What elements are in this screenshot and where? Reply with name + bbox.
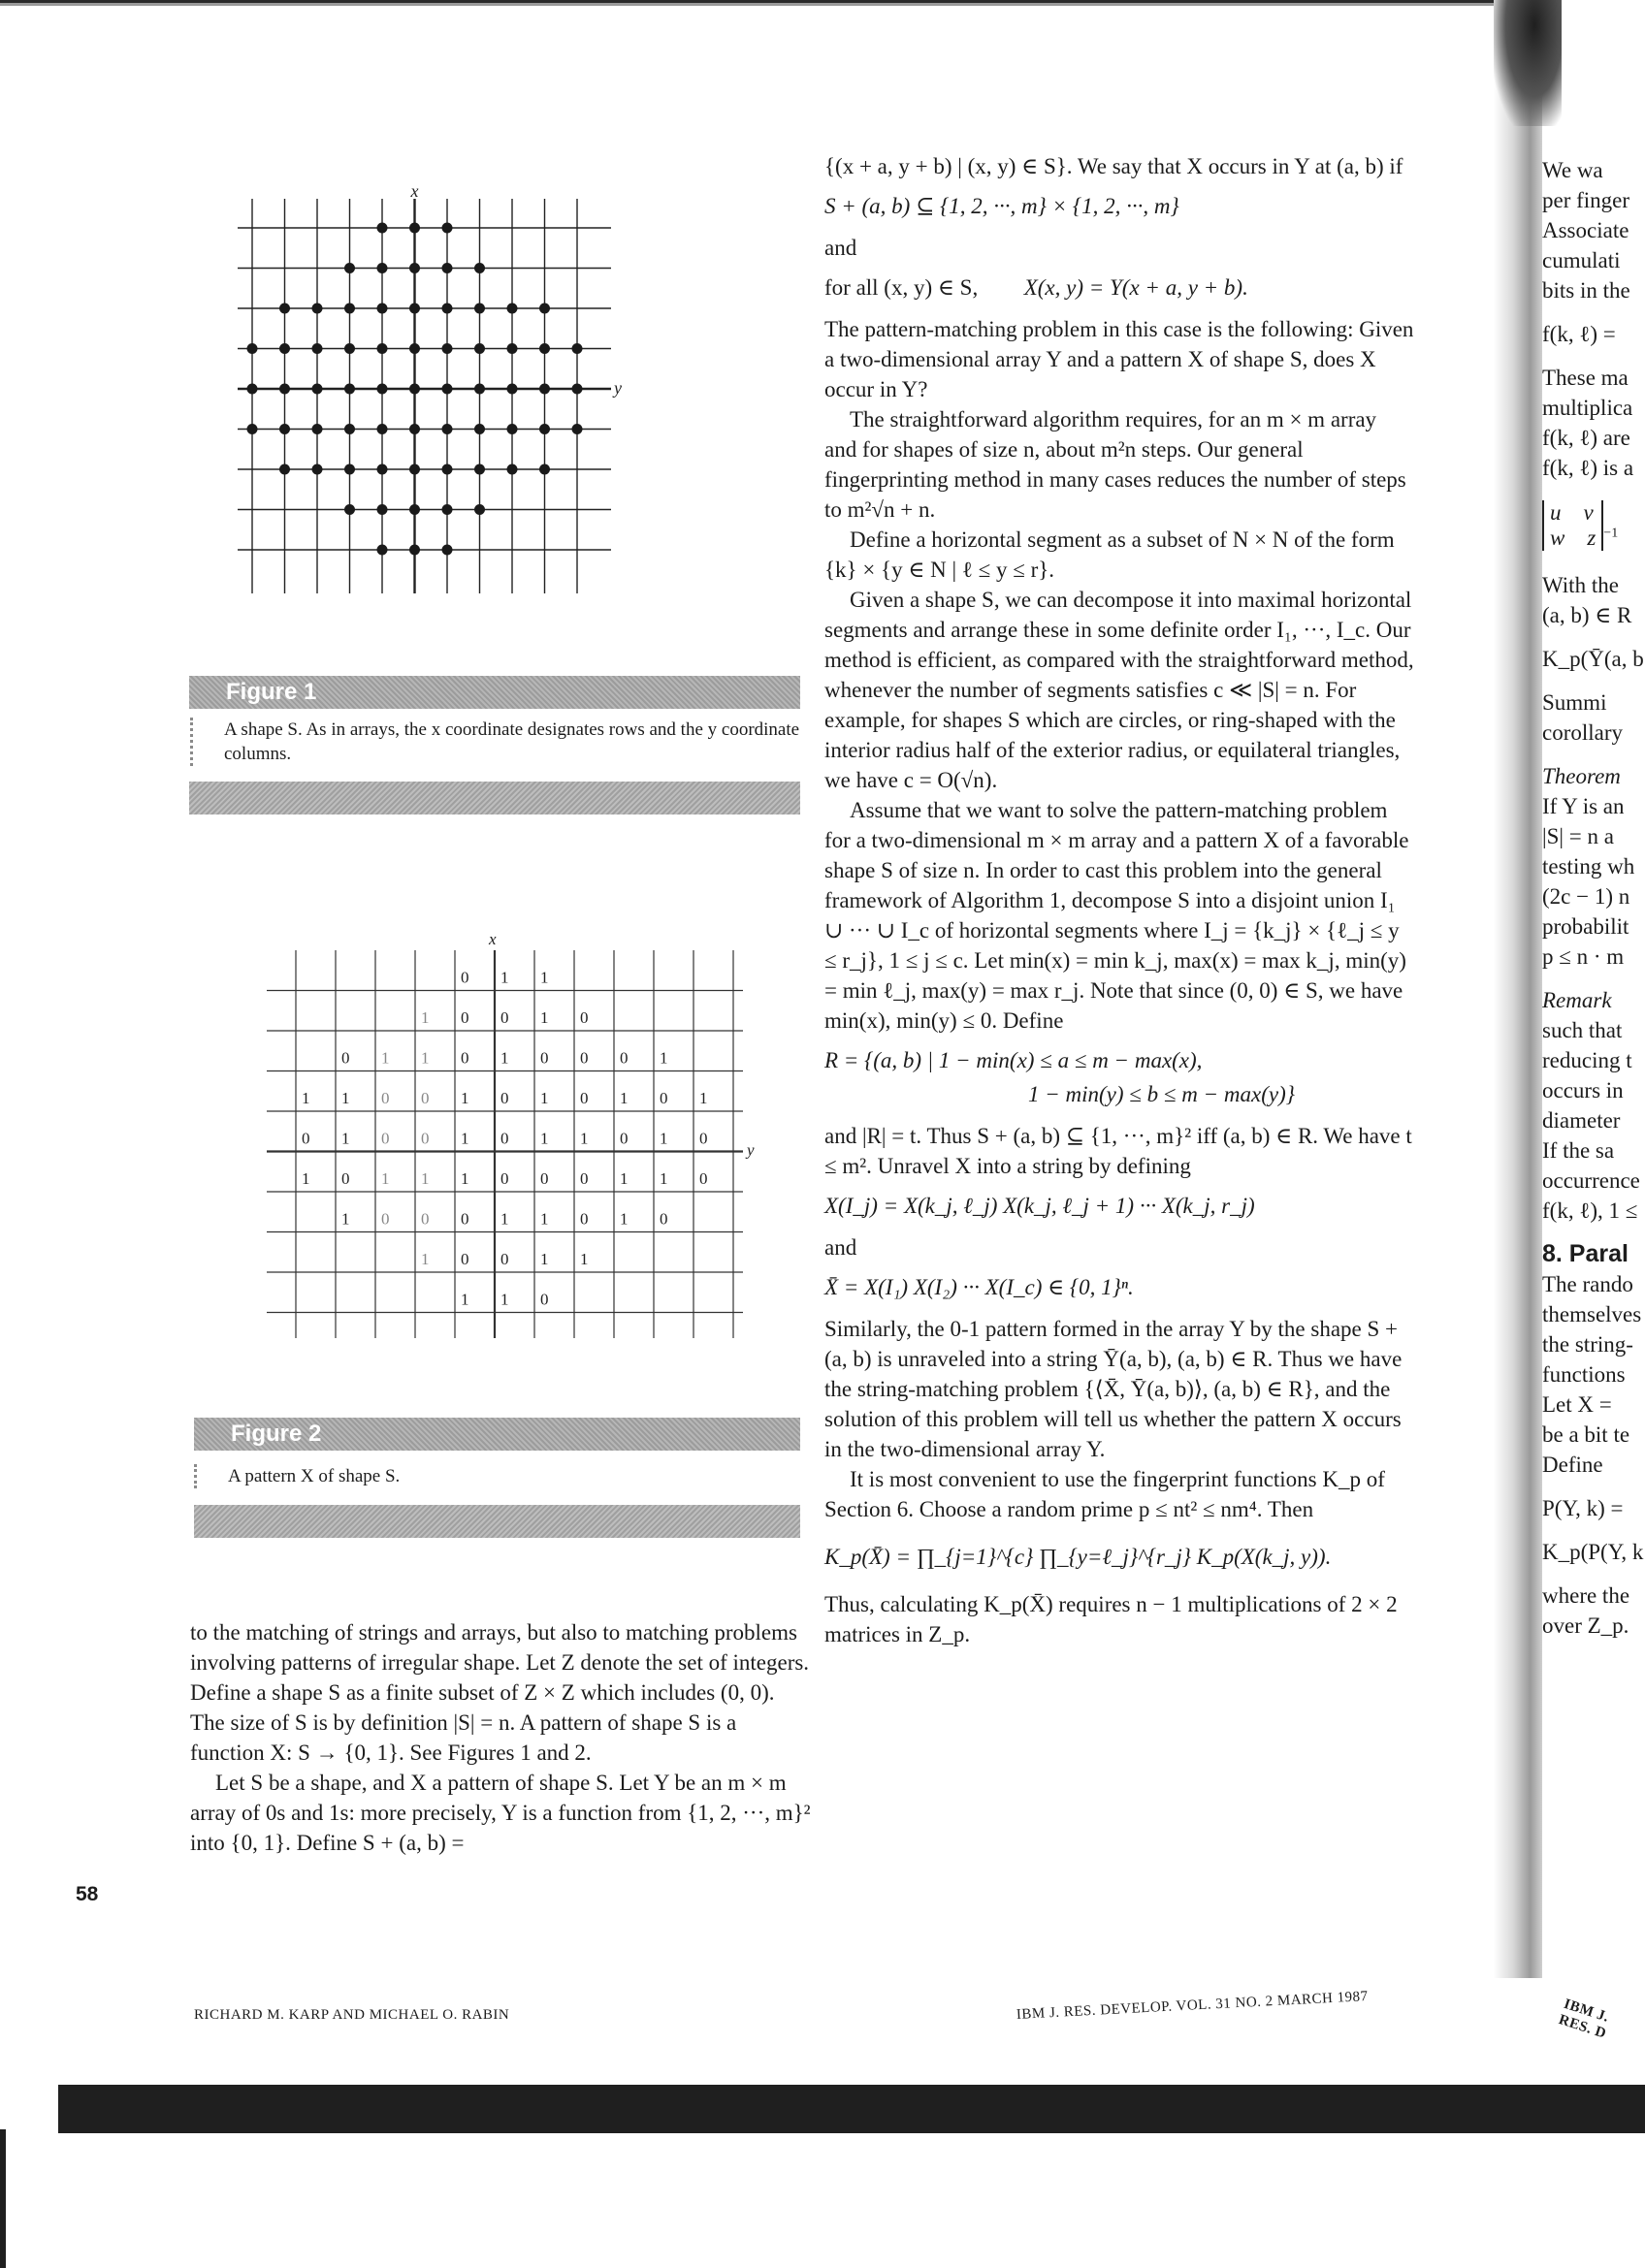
text-line: probabilit bbox=[1542, 914, 1629, 939]
pattern-bit: 0 bbox=[500, 1250, 509, 1268]
text-line: K_p(P(Y, k bbox=[1542, 1540, 1644, 1564]
pattern-bit: 1 bbox=[421, 1169, 430, 1188]
text-line: functions bbox=[1542, 1362, 1626, 1387]
book-spine-shadow-top bbox=[1494, 0, 1562, 126]
equation: R = {(a, b) | 1 − min(x) ≤ a ≤ m − max(x), bbox=[824, 1048, 1203, 1072]
figure-2-caption-text: A pattern X of shape S. bbox=[228, 1466, 401, 1486]
shape-point bbox=[507, 424, 518, 434]
inverse-matrix bbox=[1542, 500, 1645, 553]
pattern-bit: 0 bbox=[421, 1129, 430, 1148]
text-line: If the sa bbox=[1542, 1138, 1615, 1163]
shape-point bbox=[279, 343, 290, 354]
pattern-bit: 0 bbox=[381, 1089, 390, 1107]
text-line bbox=[1542, 972, 1645, 985]
shape-point bbox=[279, 464, 290, 475]
shape-point bbox=[279, 424, 290, 434]
pattern-bit: 0 bbox=[620, 1129, 629, 1148]
page-number: 58 bbox=[76, 1883, 99, 1905]
book-spine-shadow bbox=[1494, 0, 1542, 1978]
pattern-bit: 1 bbox=[461, 1169, 469, 1188]
equation: K_p(X̄) = ∏_{j=1}^{c} ∏_{y=ℓ_j}^{r_j} K_p(X(k_j, y)). bbox=[824, 1545, 1332, 1569]
text-line: Define bbox=[1542, 1453, 1603, 1477]
text-line: P(Y, k) = bbox=[1542, 1496, 1624, 1520]
shape-point bbox=[507, 464, 518, 475]
pattern-bit: 0 bbox=[580, 1169, 589, 1188]
pattern-bit: 1 bbox=[500, 1209, 509, 1229]
footer-next-page-journal: IBM J. RES. D bbox=[1557, 1996, 1611, 2042]
pattern-bit: 1 bbox=[381, 1048, 390, 1068]
shape-point bbox=[442, 424, 453, 434]
equation: S + (a, b) ⊆ {1, 2, ···, m} × {1, 2, ···, m} bbox=[824, 194, 1179, 218]
figure-1-label bbox=[189, 676, 800, 709]
matrix-exponent: −1 bbox=[1603, 526, 1619, 541]
figure-2 bbox=[262, 921, 766, 1338]
text-line bbox=[1542, 305, 1645, 319]
pattern-bit: 0 bbox=[461, 1048, 469, 1068]
text-line: If Y is an bbox=[1542, 794, 1625, 818]
figure-1 bbox=[233, 184, 776, 630]
shape-point bbox=[539, 343, 550, 354]
pattern-bit: 1 bbox=[540, 1089, 549, 1107]
pattern-bit: 1 bbox=[461, 1290, 469, 1309]
text-line: occurrence bbox=[1542, 1168, 1640, 1193]
shape-point bbox=[312, 424, 323, 434]
text-line: bits in the bbox=[1542, 278, 1630, 303]
shape-point bbox=[409, 303, 420, 314]
shape-point bbox=[507, 343, 518, 354]
text-line: occurs in bbox=[1542, 1078, 1624, 1102]
pattern-bit: 1 bbox=[540, 968, 549, 987]
pattern-bit: 1 bbox=[620, 1209, 629, 1229]
axis-label-x: x bbox=[410, 184, 419, 201]
text-line bbox=[1542, 483, 1645, 496]
shape-point bbox=[409, 424, 420, 434]
shape-point bbox=[409, 464, 420, 475]
scan-edge bbox=[0, 2129, 6, 2268]
pattern-bit: 0 bbox=[302, 1129, 310, 1148]
shape-point bbox=[344, 303, 355, 314]
figure-2-label bbox=[194, 1418, 800, 1451]
shape-point bbox=[474, 384, 485, 395]
pattern-bit: 0 bbox=[461, 1209, 469, 1229]
shape-point bbox=[474, 343, 485, 354]
text-line: corollary bbox=[1542, 720, 1624, 745]
text-line: We wa bbox=[1542, 158, 1603, 182]
paragraph: Thus, calculating K_p(X̄) requires n − 1 multiplications of 2 × 2 matrices in Z_p. bbox=[824, 1592, 1398, 1646]
pattern-bit: 0 bbox=[540, 1169, 549, 1188]
text-line bbox=[1542, 748, 1645, 761]
text-line bbox=[1542, 1523, 1645, 1537]
shape-point bbox=[442, 263, 453, 273]
shape-point bbox=[442, 384, 453, 395]
footer-journal: IBM J. RES. DEVELOP. VOL. 31 NO. 2 MARCH 1987 bbox=[1016, 1989, 1369, 2023]
pattern-bit: 0 bbox=[500, 1089, 509, 1107]
text-line: p ≤ n · m bbox=[1542, 944, 1625, 969]
text-line: f(k, ℓ) is a bbox=[1542, 456, 1634, 480]
pattern-bit: 0 bbox=[500, 1129, 509, 1148]
text-line bbox=[1542, 1567, 1645, 1581]
shape-point bbox=[409, 545, 420, 556]
shape-point bbox=[474, 424, 485, 434]
pattern-bit: 1 bbox=[341, 1129, 350, 1148]
figure-1-bottom-band bbox=[189, 782, 800, 815]
shape-point bbox=[442, 545, 453, 556]
matrix-bracket bbox=[1542, 500, 1603, 551]
paragraph: Define a horizontal segment as a subset of N × N of the form {k} × {y ∈ N | ℓ ≤ y ≤ r}. bbox=[824, 527, 1395, 582]
shape-point bbox=[442, 303, 453, 314]
shape-point bbox=[344, 504, 355, 515]
pattern-bit: 1 bbox=[540, 1129, 549, 1148]
text-line bbox=[1542, 1226, 1645, 1239]
pattern-bit: 0 bbox=[461, 1250, 469, 1268]
figure-2-bottom-band bbox=[194, 1505, 800, 1538]
shape-point bbox=[312, 303, 323, 314]
text-line: These ma bbox=[1542, 366, 1629, 390]
left-column-text bbox=[190, 1617, 811, 1858]
shape-point bbox=[572, 343, 583, 354]
paragraph: {(x + a, y + b) | (x, y) ∈ S}. We say that X occurs in Y at (a, b) if bbox=[824, 154, 1403, 178]
text-line: such that bbox=[1542, 1018, 1623, 1042]
shape-point bbox=[377, 343, 388, 354]
text-line: per finger bbox=[1542, 188, 1630, 212]
shape-point bbox=[539, 303, 550, 314]
pattern-bit: 0 bbox=[540, 1048, 549, 1068]
pattern-bit: 0 bbox=[580, 1048, 589, 1068]
scan-dark-band bbox=[58, 2085, 1645, 2133]
text-line: and bbox=[824, 1235, 857, 1260]
shape-point bbox=[377, 223, 388, 234]
text-line bbox=[1542, 349, 1645, 363]
pattern-bit: 1 bbox=[341, 1089, 350, 1107]
text-line: where the bbox=[1542, 1583, 1630, 1608]
text-line: the string- bbox=[1542, 1332, 1633, 1357]
pattern-bit: 1 bbox=[461, 1089, 469, 1107]
shape-point bbox=[312, 384, 323, 395]
shape-point bbox=[377, 464, 388, 475]
shape-point bbox=[474, 504, 485, 515]
pattern-bit: 1 bbox=[421, 1048, 430, 1068]
pattern-bit: 0 bbox=[620, 1048, 629, 1068]
shape-point bbox=[474, 464, 485, 475]
axis-label-y: y bbox=[614, 378, 622, 398]
paragraph: Given a shape S, we can decompose it into maximal horizontal segments and arrange these in some definite order I₁, ···, I_c. Our method is efficient, as compared with the straightforward method, whenever the number of segments satisfies c ≪ |S| = n. For example, for shapes S which are circles, or ring-shaped with the interior radius half of the exterior radius, or equilateral triangles, we have c = O(√n). bbox=[824, 588, 1414, 792]
pattern-bit: 1 bbox=[381, 1169, 390, 1188]
shape-point bbox=[279, 303, 290, 314]
shape-point bbox=[377, 384, 388, 395]
paragraph: The straightforward algorithm requires, for an m × m array and for shapes of size n, about m²n steps. Our general fingerprinting method in many cases reduces the number of steps to m²√n + n. bbox=[824, 407, 1406, 522]
pattern-bit: 0 bbox=[421, 1089, 430, 1107]
equation: 1 − min(y) ≤ b ≤ m − max(y)} bbox=[1028, 1082, 1295, 1106]
shape-point bbox=[539, 424, 550, 434]
shape-point bbox=[442, 504, 453, 515]
equation-part: for all (x, y) ∈ S, bbox=[824, 275, 979, 300]
shape-point bbox=[344, 343, 355, 354]
pattern-bit: 0 bbox=[660, 1209, 668, 1229]
axis-label-x: x bbox=[489, 930, 497, 948]
shape-point bbox=[377, 303, 388, 314]
paragraph: and |R| = t. Thus S + (a, b) ⊆ {1, ···, m}² iff (a, b) ∈ R. We have t ≤ m². Unravel X into a string by defining bbox=[824, 1124, 1412, 1178]
pattern-bit: 1 bbox=[421, 1250, 430, 1268]
pattern-bit: 1 bbox=[580, 1129, 589, 1148]
paragraph: Let S be a shape, and X a pattern of shape S. Let Y be an m × m array of 0s and 1s: more precisely, Y is a function from {1, 2, ···, m}² into {0, 1}. Define S + (a, b) = bbox=[190, 1771, 811, 1855]
text-line: diameter bbox=[1542, 1108, 1621, 1133]
shape-point bbox=[572, 424, 583, 434]
matrix-row: w z bbox=[1550, 526, 1597, 550]
text-line bbox=[1542, 674, 1645, 687]
pattern-bit: 0 bbox=[540, 1290, 549, 1309]
shape-point bbox=[409, 504, 420, 515]
shape-point bbox=[312, 343, 323, 354]
shape-point bbox=[474, 263, 485, 273]
pattern-bit: 1 bbox=[660, 1048, 668, 1068]
pattern-bit: 0 bbox=[699, 1169, 708, 1188]
paragraph: Assume that we want to solve the pattern-matching problem for a two-dimensional m × m array and a pattern X of a favorable shape S of size n. In order to cast this problem into the general framework of Algorithm 1, decompose S into a disjoint union I₁ ∪ ··· ∪ I_c of horizontal segments where I_j = {k_j} × {ℓ_j ≤ y ≤ r_j}, 1 ≤ j ≤ c. Let min(x) = min k_j, max(x) = max k_j, min(y) = min ℓ_j, max(y) = max r_j. Note that since (0, 0) ∈ S, we have min(x), min(y) ≤ 0. Define bbox=[824, 798, 1409, 1033]
pattern-bit: 0 bbox=[341, 1048, 350, 1068]
shape-point bbox=[507, 384, 518, 395]
figure-1-shape-grid bbox=[233, 184, 776, 630]
equation: X(I_j) = X(k_j, ℓ_j) X(k_j, ℓ_j + 1) ··· X(k_j, r_j) bbox=[824, 1194, 1255, 1218]
text-line bbox=[1542, 1480, 1645, 1493]
paragraph: to the matching of strings and arrays, but also to matching problems involving patterns of irregular shape. Let Z denote the set of integers. Define a shape S as a finite subset of Z × Z which includes (0, 0). The size of S is by definition |S| = n. A pattern of shape S is a function X: S → {0, 1}. See Figures 1 and 2. bbox=[190, 1620, 810, 1765]
pattern-bit: 1 bbox=[699, 1089, 708, 1107]
pattern-bit: 0 bbox=[699, 1129, 708, 1148]
shape-point bbox=[409, 263, 420, 273]
pattern-bit: 1 bbox=[540, 1250, 549, 1268]
shape-point bbox=[507, 303, 518, 314]
shape-point bbox=[344, 464, 355, 475]
pattern-bit: 1 bbox=[500, 968, 509, 987]
text-line: The rando bbox=[1542, 1272, 1633, 1296]
page-top-edge bbox=[0, 0, 1513, 12]
shape-point bbox=[344, 384, 355, 395]
text-line: f(k, ℓ), 1 ≤ bbox=[1542, 1198, 1638, 1223]
shape-point bbox=[442, 223, 453, 234]
axis-label-y: y bbox=[747, 1140, 755, 1160]
pattern-bit: 0 bbox=[500, 1008, 509, 1027]
pattern-bit: 0 bbox=[381, 1129, 390, 1148]
pattern-bit: 1 bbox=[660, 1169, 668, 1188]
shape-point bbox=[377, 545, 388, 556]
pattern-bit: 1 bbox=[540, 1209, 549, 1229]
text-line: |S| = n a bbox=[1542, 824, 1614, 848]
figure-2-label-text: Figure 2 bbox=[231, 1421, 322, 1447]
pattern-bit: 1 bbox=[302, 1169, 310, 1188]
pattern-bit: 0 bbox=[461, 1008, 469, 1027]
shape-point bbox=[539, 384, 550, 395]
shape-point bbox=[312, 464, 323, 475]
figure-2-caption bbox=[194, 1464, 800, 1488]
footer-authors: RICHARD M. KARP AND MICHAEL O. RABIN bbox=[194, 2007, 510, 2023]
text-line: With the bbox=[1542, 573, 1619, 597]
pattern-bit: 1 bbox=[461, 1129, 469, 1148]
text-line: testing wh bbox=[1542, 854, 1635, 878]
shape-point bbox=[539, 464, 550, 475]
section-heading: 8. Paral bbox=[1542, 1240, 1629, 1267]
pattern-bit: 1 bbox=[500, 1048, 509, 1068]
pattern-bit: 1 bbox=[500, 1290, 509, 1309]
shape-point bbox=[247, 343, 258, 354]
text-line bbox=[1542, 557, 1645, 570]
shape-point bbox=[409, 223, 420, 234]
text-line bbox=[1542, 630, 1645, 644]
text-line: Associate bbox=[1542, 218, 1629, 242]
shape-point bbox=[247, 424, 258, 434]
pattern-bit: 0 bbox=[341, 1169, 350, 1188]
pattern-bit: 0 bbox=[580, 1008, 589, 1027]
shape-point bbox=[279, 384, 290, 395]
shape-point bbox=[474, 303, 485, 314]
paragraph: It is most convenient to use the fingerprint functions K_p of Section 6. Choose a random prime p ≤ nt² ≤ nm⁴. Then bbox=[824, 1467, 1385, 1521]
shape-point bbox=[409, 384, 420, 395]
shape-point bbox=[572, 384, 583, 395]
pattern-bit: 1 bbox=[660, 1129, 668, 1148]
text-line: Let X = bbox=[1542, 1392, 1612, 1417]
text-line: Summi bbox=[1542, 690, 1607, 715]
text-line: be a bit te bbox=[1542, 1422, 1630, 1447]
figure-2-pattern-grid bbox=[262, 921, 766, 1338]
figure-1-caption bbox=[190, 718, 801, 766]
shape-point bbox=[344, 263, 355, 273]
shape-point bbox=[377, 263, 388, 273]
equation-part: X(x, y) = Y(x + a, y + b). bbox=[1023, 275, 1248, 300]
pattern-bit: 0 bbox=[580, 1209, 589, 1229]
shape-point bbox=[247, 384, 258, 395]
paragraph: The pattern-matching problem in this case is the following: Given a two-dimensional array Y and a pattern X of shape S, does X occur in Y? bbox=[824, 317, 1414, 401]
pattern-bit: 1 bbox=[421, 1008, 430, 1027]
pattern-bit: 1 bbox=[302, 1089, 310, 1107]
shape-point bbox=[377, 424, 388, 434]
text-line: reducing t bbox=[1542, 1048, 1632, 1072]
shape-point bbox=[442, 464, 453, 475]
pattern-bit: 0 bbox=[580, 1089, 589, 1107]
pattern-bit: 0 bbox=[461, 968, 469, 987]
text-line: themselves bbox=[1542, 1302, 1642, 1326]
text-line: multiplica bbox=[1542, 396, 1633, 420]
text-line: and bbox=[824, 236, 857, 260]
pattern-bit: 1 bbox=[540, 1008, 549, 1027]
figure-1-label-text: Figure 1 bbox=[226, 679, 317, 705]
text-line: over Z_p. bbox=[1542, 1613, 1629, 1638]
pattern-bit: 0 bbox=[660, 1089, 668, 1107]
text-line: Remark bbox=[1542, 988, 1612, 1012]
text-line: f(k, ℓ) = bbox=[1542, 322, 1616, 346]
pattern-bit: 1 bbox=[341, 1209, 350, 1229]
text-line: K_p(Ȳ(a, b bbox=[1542, 647, 1644, 671]
text-line: Theorem bbox=[1542, 764, 1621, 788]
text-line: (a, b) ∈ R bbox=[1542, 603, 1632, 627]
shape-point bbox=[409, 343, 420, 354]
equation bbox=[824, 272, 1414, 303]
shape-point bbox=[442, 343, 453, 354]
pattern-bit: 1 bbox=[620, 1169, 629, 1188]
text-line: f(k, ℓ) are bbox=[1542, 426, 1630, 450]
text-line: (2c − 1) n bbox=[1542, 884, 1630, 909]
matrix-row: u v bbox=[1550, 500, 1594, 525]
middle-column-text bbox=[824, 151, 1414, 1649]
pattern-bit: 0 bbox=[500, 1169, 509, 1188]
figure-1-caption-text: A shape S. As in arrays, the x coordinate designates rows and the y coordinate columns. bbox=[224, 719, 800, 764]
pattern-bit: 1 bbox=[580, 1250, 589, 1268]
right-column-fragment bbox=[1542, 155, 1645, 1641]
paragraph: Similarly, the 0-1 pattern formed in the array Y by the shape S + (a, b) is unraveled into a string Ȳ(a, b), (a, b) ∈ R. Thus we have the string-matching problem {⟨X̄, Ȳ(a, b)⟩, (a, b) ∈ R}, and the solution of this problem will tell us whether the pattern X occurs in the two-dimensional array Y. bbox=[824, 1317, 1403, 1461]
text-line: cumulati bbox=[1542, 248, 1621, 272]
pattern-bit: 1 bbox=[620, 1089, 629, 1107]
scan-background bbox=[0, 2133, 1645, 2268]
pattern-bit: 0 bbox=[381, 1209, 390, 1229]
shape-point bbox=[377, 504, 388, 515]
pattern-bit: 0 bbox=[421, 1209, 430, 1229]
shape-point bbox=[344, 424, 355, 434]
equation: X̄ = X(I₁) X(I₂) ··· X(I_c) ∈ {0, 1}ⁿ. bbox=[824, 1275, 1134, 1299]
